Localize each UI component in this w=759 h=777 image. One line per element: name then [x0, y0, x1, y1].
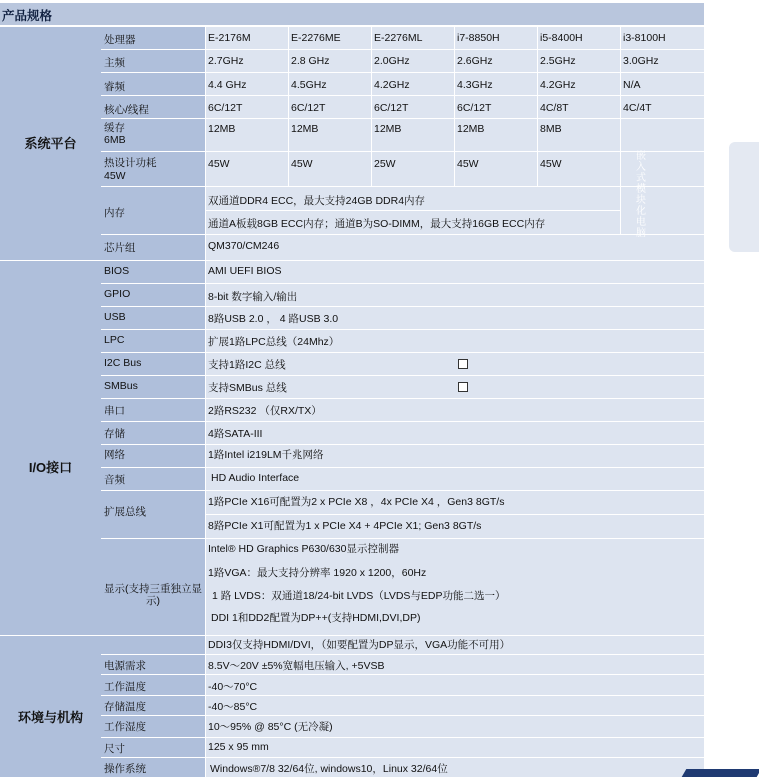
label-turbo: 睿频 [101, 73, 205, 95]
label-tdp: 热设计功耗 45W [101, 152, 205, 186]
cores-cell: 4C/8T [538, 96, 620, 118]
spec-title-bar [0, 3, 704, 25]
tdp-cell: 45W [455, 152, 537, 186]
section-platform [0, 27, 101, 260]
expansion-value-1: 1路PCIe X16可配置为2 x PCIe X8 ，4x PCIe X4 ，Gen3 8GT/s [206, 491, 704, 514]
turbo-cell: 4.2GHz [372, 73, 454, 95]
section-env [0, 636, 101, 777]
section-io-label: I/O接口 [28, 460, 73, 475]
label-bios: BIOS [101, 261, 205, 283]
turbo-cell: 4.4 GHz [206, 73, 288, 95]
expansion-value-2: 8路PCIe X1可配置为1 x PCIe X4 + 4PCIe X1; Gen3 8GT/s [206, 515, 704, 538]
cache-cell: 12MB [289, 119, 371, 151]
turbo-cell: 4.2GHz [538, 73, 620, 95]
vertical-side-text: 嵌入式模块化电脑 [636, 151, 646, 239]
memory-cell-empty [621, 187, 704, 234]
serial-value: 2路RS232 （仅RX/TX） [206, 399, 704, 421]
turbo-cell: 4.3GHz [455, 73, 537, 95]
os-value: Windows®7/8 32/64位, windows10，Linux 32/64位 [206, 758, 704, 777]
display-value-5: DDI3仅支持HDMI/DVI，（如要配置为DP显示，VGA功能不可用） [206, 636, 704, 654]
label-power: 电源需求 [101, 655, 205, 674]
cache-cell: 12MB [206, 119, 288, 151]
side-tab[interactable] [729, 142, 759, 252]
label-env-blank [101, 636, 205, 654]
freq-cell: 2.6GHz [455, 50, 537, 72]
tdp-cell: 45W [538, 152, 620, 186]
i2c-value: 支持1路I2C 总线 [206, 353, 704, 375]
usb-value: 8路USB 2.0 ， 4 路USB 3.0 [206, 307, 704, 329]
freq-cell: 2.0GHz [372, 50, 454, 72]
label-smbus: SMBus [101, 376, 205, 398]
cores-cell: 4C/4T [621, 96, 704, 118]
spec-title: 产品规格 [2, 9, 53, 23]
tdp-cell: 45W [206, 152, 288, 186]
i2c-checkbox[interactable] [458, 359, 468, 369]
turbo-cell: 4.5GHz [289, 73, 371, 95]
cpu-model-cell: E-2176M [206, 27, 288, 49]
cpu-model-cell: i5-8400H [538, 27, 620, 49]
smbus-checkbox[interactable] [458, 382, 468, 392]
label-cache: 缓存 6MB [101, 119, 205, 151]
freq-cell: 2.5GHz [538, 50, 620, 72]
humidity-value: 10～95% @ 85°C (无冷凝) [206, 716, 704, 737]
cpu-model-cell: i7-8850H [455, 27, 537, 49]
memory-cell-2: 通道A板载8GB ECC内存；通道B为SO-DIMM，最大支持16GB ECC内存 [206, 211, 620, 234]
label-memory: 内存 [101, 187, 205, 234]
turbo-cell: N/A [621, 73, 704, 95]
label-usb: USB [101, 307, 205, 329]
cache-cell: 12MB [455, 119, 537, 151]
footer-decoration [682, 769, 759, 777]
cache-cell-empty [621, 119, 704, 151]
power-value: 8.5V～20V ±5%宽幅电压输入, +5VSB [206, 655, 704, 674]
label-size: 尺寸 [101, 738, 205, 757]
label-cores: 核心/线程 [101, 96, 205, 118]
display-values: Intel® HD Graphics P630/630显示控制器 1路VGA：最大支持分辨率 1920 x 1200，60Hz 1 路 LVDS：双通道18/24-bit LVDS（LVDS与EDP功能二选一） DDI 1和DD2配置为DP++(支持HDMI,DVI,DP) [206, 539, 704, 635]
cores-cell: 6C/12T [455, 96, 537, 118]
label-i2c: I2C Bus [101, 353, 205, 375]
label-network: 网络 [101, 445, 205, 467]
label-audio: 音频 [101, 468, 205, 490]
section-platform-label: 系统平台 [24, 136, 77, 151]
label-serial: 串口 [101, 399, 205, 421]
storage-temp-value: -40～85°C [206, 696, 704, 715]
cores-cell: 6C/12T [206, 96, 288, 118]
label-display: 显示(支持三重独立显示) [101, 539, 205, 635]
chipset-cell: QM370/CM246 [206, 235, 704, 260]
section-env-label: 环境与机构 [17, 710, 83, 725]
tdp-cell: 45W [289, 152, 371, 186]
freq-cell: 3.0GHz [621, 50, 704, 72]
label-lpc: LPC [101, 330, 205, 352]
network-value: 1路Intel i219LM千兆网络 [206, 445, 704, 467]
label-storage: 存储 [101, 422, 205, 444]
label-storage-temp: 存储温度 [101, 696, 205, 715]
cache-cell: 12MB [372, 119, 454, 151]
size-value: 125 x 95 mm [206, 738, 704, 757]
cores-cell: 6C/12T [289, 96, 371, 118]
audio-value: HD Audio Interface [206, 468, 704, 490]
cpu-model-cell: E-2276ME [289, 27, 371, 49]
storage-value: 4路SATA-III [206, 422, 704, 444]
label-gpio: GPIO [101, 284, 205, 306]
tdp-cell-empty [621, 152, 704, 186]
label-os: 操作系统 [101, 758, 205, 777]
tdp-cell: 25W [372, 152, 454, 186]
cache-cell: 8MB [538, 119, 620, 151]
label-freq: 主频 [101, 50, 205, 72]
label-humidity: 工作湿度 [101, 716, 205, 737]
bios-value: AMI UEFI BIOS [206, 261, 704, 283]
memory-cell-1: 双通道DDR4 ECC，最大支持24GB DDR4内存 [206, 187, 620, 210]
cpu-model-cell: i3-8100H [621, 27, 704, 49]
freq-cell: 2.7GHz [206, 50, 288, 72]
label-chipset: 芯片组 [101, 235, 205, 260]
cores-cell: 6C/12T [372, 96, 454, 118]
freq-cell: 2.8 GHz [289, 50, 371, 72]
smbus-value: 支持SMBus 总线 [206, 376, 704, 398]
label-cpu: 处理器 [101, 27, 205, 49]
cpu-model-cell: E-2276ML [372, 27, 454, 49]
section-io [0, 261, 101, 635]
lpc-value: 扩展1路LPC总线（24Mhz） [206, 330, 704, 352]
op-temp-value: -40～70°C [206, 675, 704, 695]
gpio-value: 8-bit 数字输入/输出 [206, 284, 704, 306]
label-expansion: 扩展总线 [101, 491, 205, 538]
label-op-temp: 工作温度 [101, 675, 205, 695]
